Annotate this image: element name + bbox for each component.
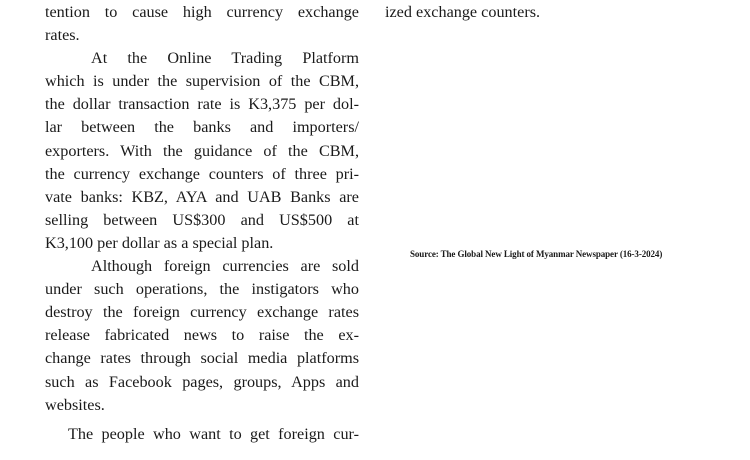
paragraph-1 — [45, 47, 359, 255]
text-line: At the Online Trading Platform — [91, 49, 359, 68]
text-line: release fabricated news to raise the ex- — [45, 326, 359, 345]
text-line: lar between the banks and importers/ — [45, 118, 359, 137]
text-line: rates. — [45, 26, 80, 45]
paragraph-0 — [45, 1, 359, 47]
text-line: under such operations, the instigators who — [45, 280, 359, 299]
text-line: ized exchange counters. — [385, 3, 541, 21]
text-line: K3,100 per dollar as a special plan. — [45, 233, 274, 252]
text-line: which is under the supervision of the CBM, — [45, 72, 359, 91]
text-line: change rates through social media platforms — [45, 349, 359, 368]
text-line: the currency exchange counters of three pri- — [45, 164, 359, 183]
text-line: such as Facebook pages, groups, Apps and — [45, 372, 359, 391]
source-citation: Source: The Global New Light of Myanmar Newspaper (16-3-2024) — [410, 249, 663, 259]
text-line: websites. — [45, 395, 105, 414]
text-line: selling between US$300 and US$500 at — [45, 210, 359, 229]
paragraph-2 — [45, 255, 359, 417]
text-line: tention to cause high currency exchange — [45, 3, 359, 21]
text-line: destroy the foreign currency exchange rates — [45, 303, 359, 322]
text-line: Although foreign currencies are sold — [91, 257, 359, 276]
text-line: the dollar transaction rate is K3,375 per dol- — [45, 95, 359, 114]
paragraph-3 — [45, 423, 359, 446]
right-column — [385, 0, 705, 24]
text-line: The people who want to get foreign cur- — [68, 424, 359, 443]
text-line: exporters. With the guidance of the CBM, — [45, 141, 359, 160]
text-line: vate banks: KBZ, AYA and UAB Banks are — [45, 187, 359, 206]
left-column — [45, 0, 359, 446]
